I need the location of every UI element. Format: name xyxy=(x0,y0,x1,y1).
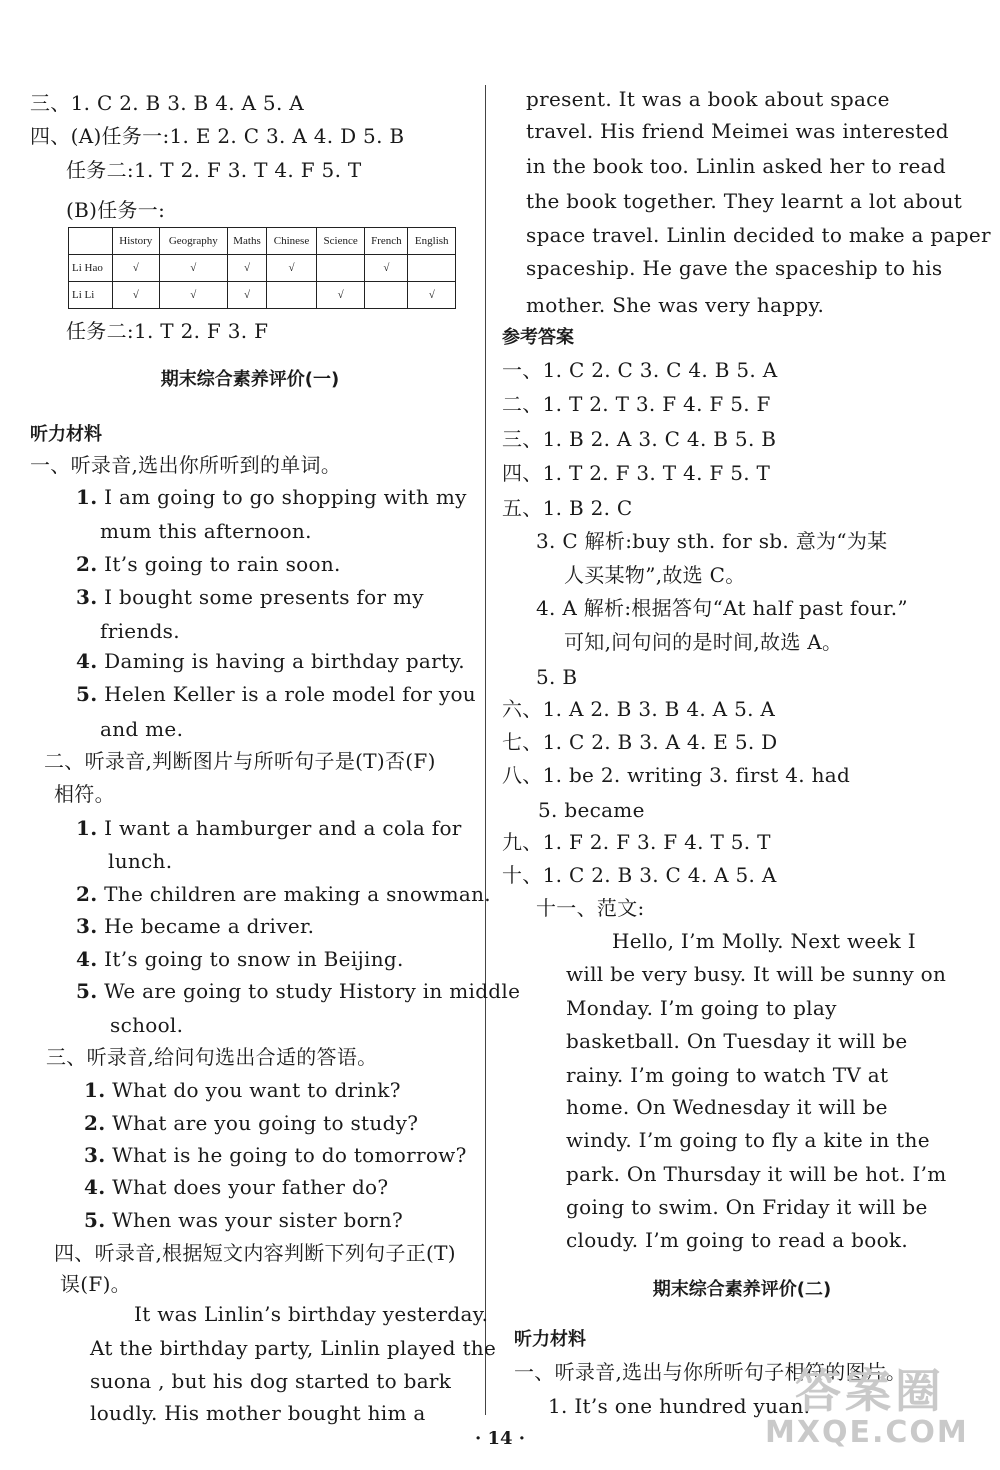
table-cell: Li Li xyxy=(69,282,113,309)
passage-line: mother. She was very happy. xyxy=(526,293,825,317)
table-row xyxy=(69,282,456,309)
subject-table xyxy=(68,227,456,309)
table-header-cell: History xyxy=(113,228,160,255)
item-text: The children are making a snowman. xyxy=(104,882,491,906)
table-cell: √ xyxy=(113,255,160,282)
item-text: I want a hamburger and a cola for xyxy=(104,816,462,840)
essay-line: cloudy. I’m going to read a book. xyxy=(566,1228,908,1252)
passage-line xyxy=(90,1366,472,1396)
list-item xyxy=(76,944,404,974)
answer-line: 九、1. F 2. F 3. F 4. T 5. T xyxy=(502,830,771,854)
answer-line-3: 三、1. C 2. B 3. B 4. A 5. A xyxy=(30,91,305,115)
table-header-cell: Science xyxy=(317,228,365,255)
passage-line: in the book too. Linlin asked her to read xyxy=(526,154,946,178)
table-cell: Li Hao xyxy=(69,255,113,282)
section-title: 期末综合素养评价(二) xyxy=(652,1279,832,1300)
list-item xyxy=(76,549,341,579)
list-item xyxy=(76,911,314,941)
list-item-continued: lunch. xyxy=(108,849,173,873)
answer-line-4a: 四、(A)任务一:1. E 2. C 3. A 4. D 5. B xyxy=(30,124,405,148)
essay-line: park. On Thursday it will be hot. I’m xyxy=(566,1162,947,1186)
answer-line: 一、1. C 2. C 3. C 4. B 5. A xyxy=(502,358,778,382)
answer-explanation-continued: 可知,问句问的是时间,故选 A。 xyxy=(564,630,843,654)
list-item xyxy=(76,813,462,843)
answer-line-4a-task2: 任务二:1. T 2. F 3. T 4. F 5. T xyxy=(66,158,362,182)
question-heading: 一、听录音,选出与你所听句子相符的图片。 xyxy=(514,1360,907,1384)
question-heading-continued: 误(F)。 xyxy=(60,1272,131,1296)
passage-text: suona , but his dog started to bark xyxy=(90,1369,452,1393)
essay-line: basketball. On Tuesday it will be xyxy=(566,1029,908,1053)
question-heading: 一、听录音,选出你所听到的单词。 xyxy=(30,453,342,477)
passage-line xyxy=(90,1398,472,1428)
passage-line: the book together. They learnt a lot about xyxy=(526,189,963,213)
table-header-cell xyxy=(69,228,113,255)
answer-line: 四、1. T 2. F 3. T 4. F 5. T xyxy=(502,461,771,485)
item-text: We are going to study History in middle xyxy=(104,979,521,1003)
list-item-continued: and me. xyxy=(100,717,184,741)
list-item xyxy=(84,1140,467,1170)
watermark-url: MXQE.COM xyxy=(765,1415,969,1450)
table-cell: √ xyxy=(227,282,266,309)
watermark-logo xyxy=(755,1355,990,1455)
item-text: He became a driver. xyxy=(104,914,315,938)
table-cell xyxy=(408,255,456,282)
table-header-row xyxy=(69,228,456,255)
answer-explanation: 3. C 解析:buy sth. for sb. 意为“为某 xyxy=(536,529,888,553)
list-item: 1. It’s one hundred yuan. xyxy=(548,1394,811,1418)
question-heading: 二、听录音,判断图片与所听句子是(T)否(F) xyxy=(44,749,436,773)
table-cell: √ xyxy=(365,255,408,282)
item-text: I bought some presents for my xyxy=(104,585,424,609)
list-item-continued: friends. xyxy=(100,619,180,643)
question-heading: 四、听录音,根据短文内容判断下列句子正(T) xyxy=(54,1241,456,1265)
passage-line: present. It was a book about space xyxy=(526,87,890,111)
item-number: 5. xyxy=(84,1208,106,1232)
list-item xyxy=(84,1108,418,1138)
item-number: 5. xyxy=(76,979,98,1003)
table-cell: √ xyxy=(227,255,266,282)
item-text: It’s going to snow in Beijing. xyxy=(104,947,404,971)
table-header-cell: French xyxy=(365,228,408,255)
item-number: 5. xyxy=(76,682,98,706)
table-cell xyxy=(365,282,408,309)
table-cell: √ xyxy=(113,282,160,309)
reference-answers-heading: 参考答案 xyxy=(502,327,574,348)
answer-explanation: 4. A 解析:根据答句“At half past four.” xyxy=(536,596,908,620)
passage-text: loudly. His mother bought him a xyxy=(90,1401,426,1425)
table-header-cell: Geography xyxy=(159,228,227,255)
table-cell: √ xyxy=(159,255,227,282)
table-cell: √ xyxy=(317,282,365,309)
item-number: 3. xyxy=(76,585,98,609)
item-number: 1. xyxy=(84,1078,106,1102)
list-item xyxy=(76,976,520,1006)
item-number: 4. xyxy=(76,649,98,673)
essay-line: rainy. I’m going to watch TV at xyxy=(566,1063,889,1087)
table-cell: √ xyxy=(267,255,317,282)
item-text: What is he going to do tomorrow? xyxy=(112,1143,467,1167)
list-item xyxy=(84,1075,401,1105)
list-item-continued: mum this afternoon. xyxy=(100,519,312,543)
list-item xyxy=(84,1205,403,1235)
passage-line: space travel. Linlin decided to make a paper xyxy=(526,223,991,247)
item-number: 2. xyxy=(76,552,98,576)
question-heading: 三、听录音,给问句选出合适的答语。 xyxy=(46,1045,378,1069)
section-title: 期末综合素养评价(一) xyxy=(160,369,340,390)
passage-line xyxy=(90,1333,497,1363)
list-item xyxy=(76,582,424,612)
item-number: 4. xyxy=(76,947,98,971)
answer-line: 八、1. be 2. writing 3. first 4. had xyxy=(502,763,851,787)
passage-text: At the birthday party, Linlin played the xyxy=(90,1336,497,1360)
table-cell xyxy=(317,255,365,282)
essay-line: going to swim. On Friday it will be xyxy=(566,1195,928,1219)
passage-line: It was Linlin’s birthday yesterday. xyxy=(134,1302,489,1326)
list-item-continued: school. xyxy=(110,1013,184,1037)
item-number: 3. xyxy=(84,1143,106,1167)
item-text: What do you want to drink? xyxy=(112,1078,401,1102)
answer-line: 七、1. C 2. B 3. A 4. E 5. D xyxy=(502,730,778,754)
item-text: What does your father do? xyxy=(112,1175,389,1199)
answer-line: 三、1. B 2. A 3. C 4. B 5. B xyxy=(502,427,777,451)
table-cell: √ xyxy=(408,282,456,309)
essay-line: Monday. I’m going to play xyxy=(566,996,837,1020)
list-item xyxy=(76,646,465,676)
column-divider xyxy=(485,85,486,1415)
item-number: 3. xyxy=(76,914,98,938)
table-header-cell: English xyxy=(408,228,456,255)
question-heading-continued: 相符。 xyxy=(54,782,115,806)
listening-heading: 听力材料 xyxy=(30,424,102,445)
essay-line: will be very busy. It will be sunny on xyxy=(566,962,947,986)
watermark-text: 答案圈 xyxy=(795,1364,945,1418)
table-header-cell: Maths xyxy=(227,228,266,255)
answer-line: 五、1. B 2. C xyxy=(502,496,633,520)
answer-line-4b-task2: 任务二:1. T 2. F 3. F xyxy=(66,319,269,343)
item-number: 2. xyxy=(76,882,98,906)
list-item xyxy=(84,1172,388,1202)
answer-line: 六、1. A 2. B 3. B 4. A 5. A xyxy=(502,697,776,721)
answer-line: 二、1. T 2. T 3. F 4. F 5. F xyxy=(502,392,771,416)
page-number: · 14 · xyxy=(474,1428,526,1449)
essay-line: Hello, I’m Molly. Next week I xyxy=(612,929,916,953)
item-number: 1. xyxy=(76,816,98,840)
item-number: 2. xyxy=(84,1111,106,1135)
list-item xyxy=(76,482,467,512)
answer-line: 5. became xyxy=(538,798,645,822)
table-row xyxy=(69,255,456,282)
listening-heading: 听力材料 xyxy=(514,1329,586,1350)
item-text: It’s going to rain soon. xyxy=(104,552,341,576)
answer-explanation-continued: 人买某物”,故选 C。 xyxy=(564,563,746,587)
item-text: I am going to go shopping with my xyxy=(104,485,467,509)
answer-line: 5. B xyxy=(536,665,578,689)
item-text: When was your sister born? xyxy=(112,1208,403,1232)
essay-line: home. On Wednesday it will be xyxy=(566,1095,888,1119)
list-item xyxy=(76,679,476,709)
table-cell xyxy=(267,282,317,309)
item-text: Daming is having a birthday party. xyxy=(104,649,465,673)
passage-line: travel. His friend Meimei was interested xyxy=(526,119,949,143)
essay-heading: 十一、范文: xyxy=(536,896,645,920)
answer-line-4b: (B)任务一: xyxy=(66,198,166,222)
table-header-cell: Chinese xyxy=(267,228,317,255)
item-text: What are you going to study? xyxy=(112,1111,419,1135)
item-number: 4. xyxy=(84,1175,106,1199)
passage-line: spaceship. He gave the spaceship to his xyxy=(526,256,943,280)
list-item xyxy=(76,879,491,909)
table-cell: √ xyxy=(159,282,227,309)
item-number: 1. xyxy=(76,485,98,509)
answer-line: 十、1. C 2. B 3. C 4. A 5. A xyxy=(502,863,777,887)
item-text: Helen Keller is a role model for you xyxy=(104,682,476,706)
essay-line: windy. I’m going to fly a kite in the xyxy=(566,1128,930,1152)
